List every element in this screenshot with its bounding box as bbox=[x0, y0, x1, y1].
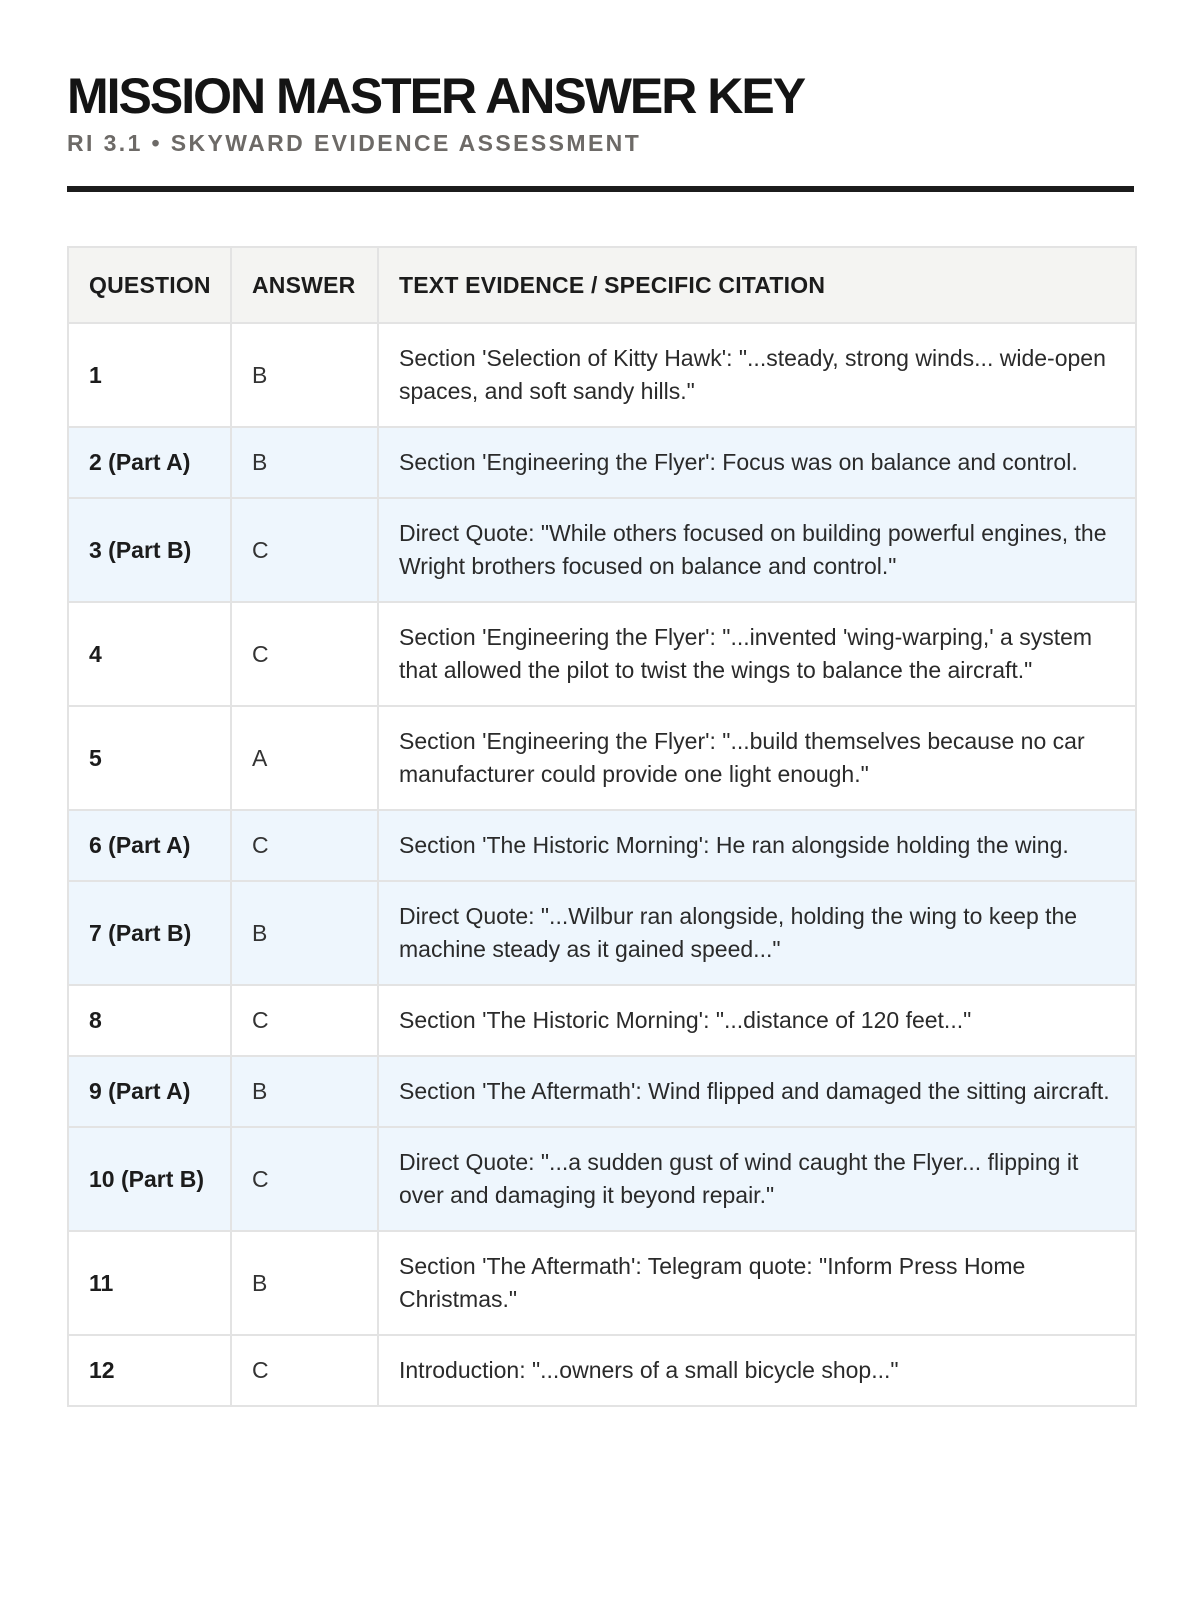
question-cell: 4 bbox=[68, 602, 231, 706]
table-row bbox=[68, 427, 1136, 498]
evidence-cell: Direct Quote: "While others focused on building powerful engines, the Wright brothers focused on balance and control." bbox=[378, 498, 1136, 602]
column-header-question: QUESTION bbox=[68, 247, 231, 323]
answer-cell: C bbox=[231, 1127, 378, 1231]
answer-cell: B bbox=[231, 1056, 378, 1127]
page-title: MISSION MASTER ANSWER KEY bbox=[67, 68, 805, 124]
evidence-cell: Introduction: "...owners of a small bicycle shop..." bbox=[378, 1335, 1136, 1406]
answer-cell: C bbox=[231, 498, 378, 602]
question-cell: 9 (Part A) bbox=[68, 1056, 231, 1127]
question-cell: 8 bbox=[68, 985, 231, 1056]
evidence-cell: Section 'Selection of Kitty Hawk': "...steady, strong winds... wide-open spaces, and soft sandy hills." bbox=[378, 323, 1136, 427]
evidence-cell: Section 'Engineering the Flyer': "...invented 'wing-warping,' a system that allowed the pilot to twist the wings to balance the aircraft." bbox=[378, 602, 1136, 706]
evidence-cell: Section 'The Aftermath': Telegram quote: "Inform Press Home Christmas." bbox=[378, 1231, 1136, 1335]
table-header-row bbox=[68, 247, 1136, 323]
answer-cell: C bbox=[231, 810, 378, 881]
answer-cell: B bbox=[231, 323, 378, 427]
table-row bbox=[68, 498, 1136, 602]
table-row bbox=[68, 1335, 1136, 1406]
evidence-cell: Direct Quote: "...Wilbur ran alongside, holding the wing to keep the machine steady as it gained speed..." bbox=[378, 881, 1136, 985]
answer-cell: B bbox=[231, 427, 378, 498]
answer-cell: C bbox=[231, 985, 378, 1056]
question-cell: 7 (Part B) bbox=[68, 881, 231, 985]
table-row bbox=[68, 881, 1136, 985]
answer-cell: A bbox=[231, 706, 378, 810]
table-row bbox=[68, 323, 1136, 427]
header-divider bbox=[67, 186, 1134, 192]
table-row bbox=[68, 706, 1136, 810]
answer-key-table bbox=[67, 246, 1137, 1407]
answer-cell: C bbox=[231, 1335, 378, 1406]
column-header-answer: ANSWER bbox=[231, 247, 378, 323]
table-row bbox=[68, 602, 1136, 706]
column-header-evidence: TEXT EVIDENCE / SPECIFIC CITATION bbox=[378, 247, 1136, 323]
question-cell: 5 bbox=[68, 706, 231, 810]
question-cell: 10 (Part B) bbox=[68, 1127, 231, 1231]
page-subtitle: RI 3.1 • SKYWARD EVIDENCE ASSESSMENT bbox=[67, 130, 642, 156]
question-cell: 1 bbox=[68, 323, 231, 427]
evidence-cell: Section 'Engineering the Flyer': "...build themselves because no car manufacturer could provide one light enough." bbox=[378, 706, 1136, 810]
evidence-cell: Direct Quote: "...a sudden gust of wind caught the Flyer... flipping it over and damaging it beyond repair." bbox=[378, 1127, 1136, 1231]
evidence-cell: Section 'The Historic Morning': "...distance of 120 feet..." bbox=[378, 985, 1136, 1056]
table-row bbox=[68, 985, 1136, 1056]
table-row bbox=[68, 1056, 1136, 1127]
question-cell: 6 (Part A) bbox=[68, 810, 231, 881]
table-body bbox=[68, 323, 1136, 1406]
question-cell: 3 (Part B) bbox=[68, 498, 231, 602]
table-row bbox=[68, 810, 1136, 881]
evidence-cell: Section 'Engineering the Flyer': Focus was on balance and control. bbox=[378, 427, 1136, 498]
answer-cell: B bbox=[231, 881, 378, 985]
answer-cell: B bbox=[231, 1231, 378, 1335]
question-cell: 2 (Part A) bbox=[68, 427, 231, 498]
evidence-cell: Section 'The Aftermath': Wind flipped and damaged the sitting aircraft. bbox=[378, 1056, 1136, 1127]
evidence-cell: Section 'The Historic Morning': He ran alongside holding the wing. bbox=[378, 810, 1136, 881]
table-row bbox=[68, 1127, 1136, 1231]
answer-cell: C bbox=[231, 602, 378, 706]
question-cell: 11 bbox=[68, 1231, 231, 1335]
table-row bbox=[68, 1231, 1136, 1335]
question-cell: 12 bbox=[68, 1335, 231, 1406]
